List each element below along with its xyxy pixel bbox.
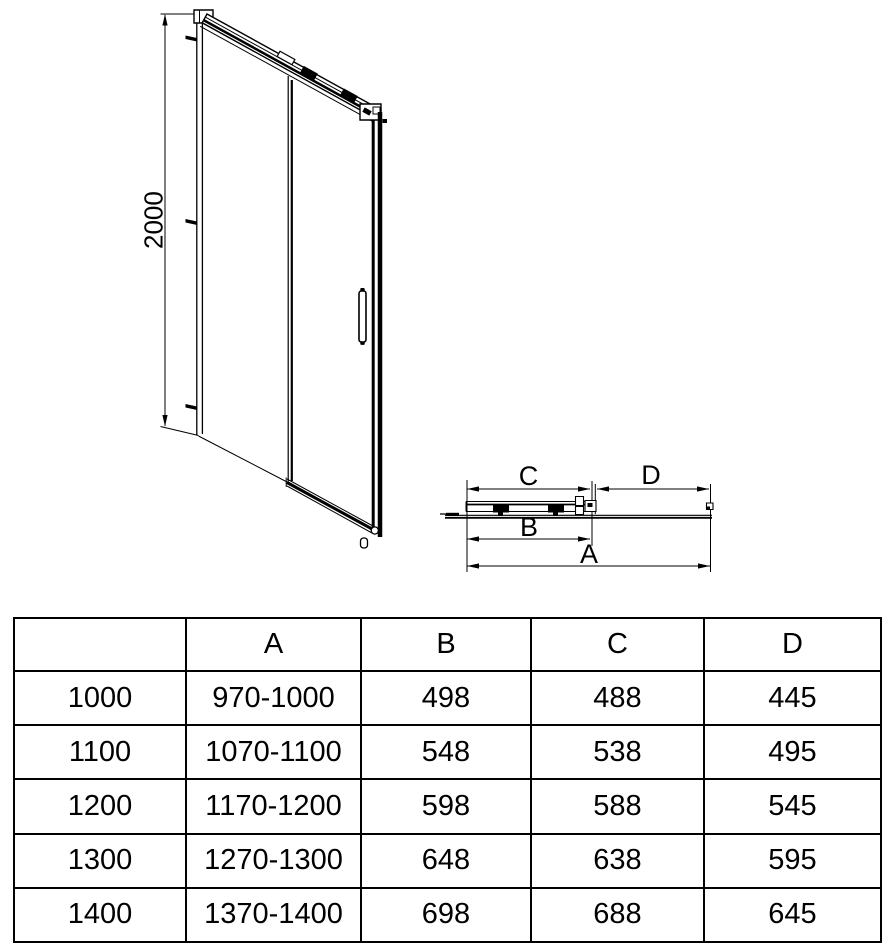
table-header-row <box>14 618 881 671</box>
size-cell: 1300 <box>14 834 186 888</box>
wall-profile-left <box>186 10 214 436</box>
height-dimension-label: 2000 <box>138 191 169 249</box>
wall-bracket-icon <box>186 404 198 410</box>
panel-divider <box>288 76 292 482</box>
a-cell: 1070-1100 <box>186 725 361 779</box>
b-cell: 548 <box>361 725 531 779</box>
d-cell: 545 <box>704 779 881 833</box>
col-header-b: B <box>361 618 531 671</box>
table-row <box>14 779 881 833</box>
c-cell: 538 <box>531 725 704 779</box>
anti-jump-block <box>576 497 584 506</box>
a-cell: 970-1000 <box>186 671 361 725</box>
table-row <box>14 671 881 725</box>
col-header-a: A <box>186 618 361 671</box>
c-cell: 638 <box>531 834 704 888</box>
arrow-down-icon <box>162 415 167 427</box>
bottom-guide <box>361 538 368 548</box>
a-cell: 1170-1200 <box>186 779 361 833</box>
arrow-left-icon <box>467 536 479 541</box>
dimension-c <box>467 461 590 492</box>
side-tab <box>383 119 388 123</box>
dimension-b <box>467 512 590 542</box>
col-header-size <box>14 618 186 671</box>
dimension-d <box>597 460 709 492</box>
c-cell: 588 <box>531 779 704 833</box>
c-cell: 688 <box>531 888 704 942</box>
wall-bracket-icon <box>186 36 198 42</box>
plan-roller <box>493 505 509 513</box>
d-cell: 495 <box>704 725 881 779</box>
a-cell: 1370-1400 <box>186 888 361 942</box>
size-cell: 1200 <box>14 779 186 833</box>
b-cell: 648 <box>361 834 531 888</box>
dimension-a <box>467 539 710 569</box>
size-cell: 1000 <box>14 671 186 725</box>
d-cell: 445 <box>704 671 881 725</box>
col-header-c: C <box>531 618 704 671</box>
arrow-up-icon <box>162 14 167 26</box>
sill-end-cap <box>371 527 378 534</box>
table-row <box>14 888 881 942</box>
size-cell: 1100 <box>14 725 186 779</box>
dim-a-label: A <box>579 539 599 569</box>
col-header-d: D <box>704 618 881 671</box>
height-dimension <box>139 14 210 436</box>
b-cell: 698 <box>361 888 531 942</box>
arrow-right-icon <box>698 563 710 568</box>
arrow-right-icon <box>578 486 590 491</box>
b-cell: 598 <box>361 779 531 833</box>
c-cell: 488 <box>531 671 704 725</box>
wall-profile-plan <box>446 513 459 516</box>
d-cell: 645 <box>704 888 881 942</box>
table-row <box>14 834 881 888</box>
arrow-left-icon <box>597 486 609 491</box>
table-row <box>14 725 881 779</box>
arrow-right-icon <box>697 486 709 491</box>
dimensions-table <box>13 617 882 943</box>
plan-view-drawing <box>440 460 713 572</box>
arrow-left-icon <box>467 486 479 491</box>
top-rail <box>200 14 381 122</box>
size-cell: 1400 <box>14 888 186 942</box>
arrow-left-icon <box>467 563 479 568</box>
front-view-drawing <box>139 10 388 548</box>
wall-bracket-icon <box>186 219 198 225</box>
door-handle <box>359 288 366 345</box>
dim-c-label: C <box>518 461 539 491</box>
dim-d-label: D <box>641 460 661 490</box>
b-cell: 498 <box>361 671 531 725</box>
d-cell: 595 <box>704 834 881 888</box>
plan-roller <box>548 505 564 513</box>
a-cell: 1270-1300 <box>186 834 361 888</box>
dim-b-label: B <box>519 512 539 542</box>
